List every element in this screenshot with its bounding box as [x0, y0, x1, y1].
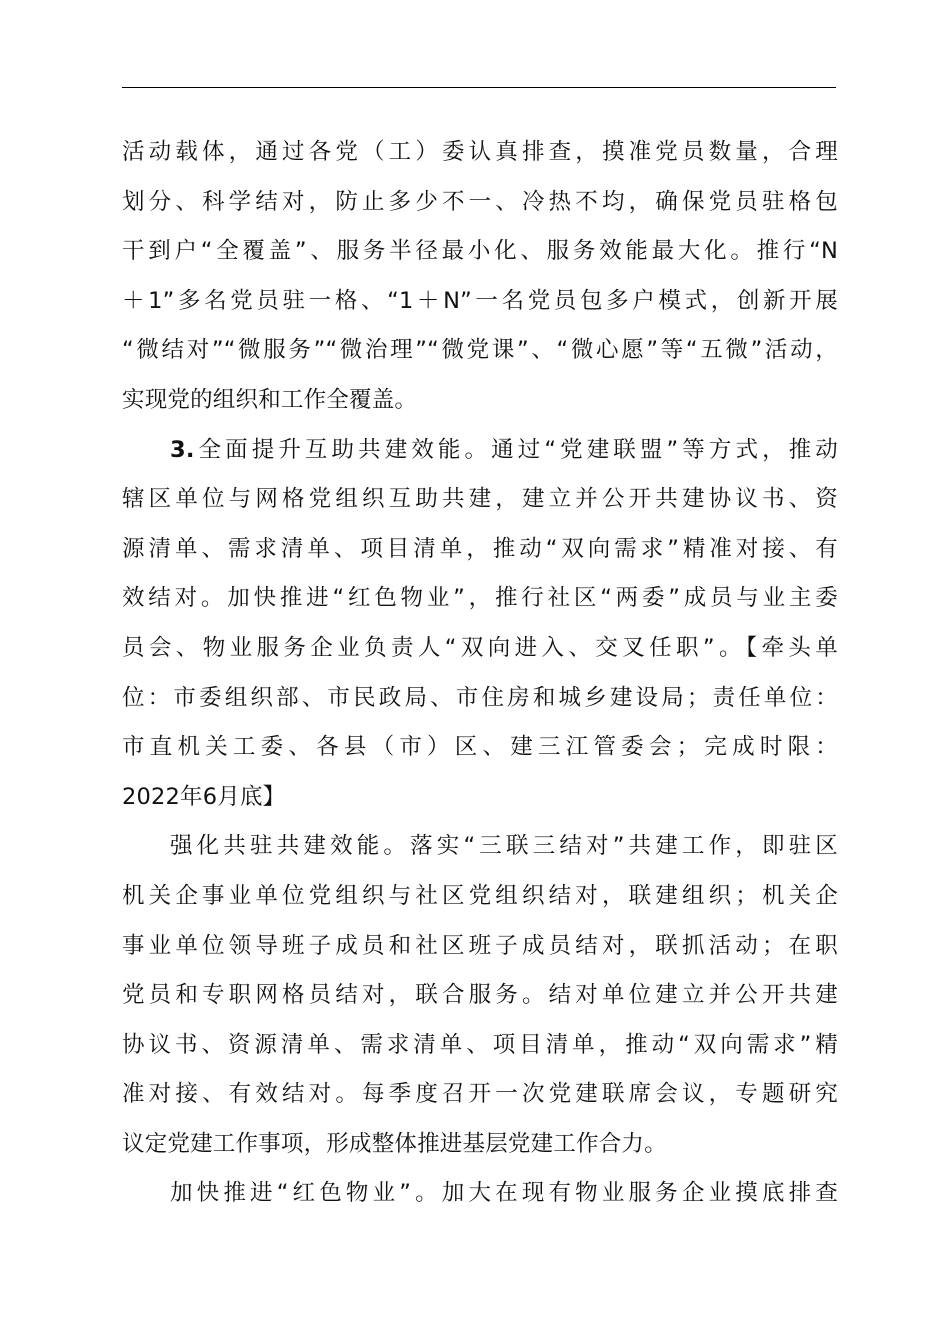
text-line: “微结对”“微服务”“微治理”“微党课”、“微心愿”等“五微”活动， [122, 337, 838, 364]
text-line: 干到户“全覆盖”、服务半径最小化、服务效能最大化。推行“N [122, 238, 838, 265]
text-line: 党员和专职网格员结对，联合服务。结对单位建立并公开共建 [122, 982, 838, 1009]
section-heading-line [122, 426, 838, 476]
text-line: 活动载体，通过各党（工）委认真排查，摸准党员数量，合理 [122, 139, 838, 165]
text-line: 辖区单位与网格党组织互助共建，建立并公开共建协议书、资 [122, 486, 838, 513]
text-line: 市直机关工委、各县（市）区、建三江管委会；完成时限： [122, 734, 838, 761]
text-line: 员会、物业服务企业负责人“双向进入、交叉任职”。【牵头单 [122, 634, 838, 661]
text-line: 准对接、有效结对。每季度召开一次党建联席会议，专题研究 [122, 1081, 838, 1108]
section-number: 3. [170, 436, 195, 463]
text-line: 划分、科学结对，防止多少不一、冷热不均，确保党员驻格包 [122, 188, 838, 215]
text-line: 2022年6月底】 [122, 783, 286, 810]
text-line: 事业单位领导班子成员和社区班子成员结对，联抓活动；在职 [122, 932, 838, 959]
text-line: 位：市委组织部、市民政局、市住房和城乡建设局；责任单位： [122, 684, 838, 711]
paragraph-start-line: 加快推进“红色物业”。加大在现有物业服务企业摸底排查 [170, 1180, 838, 1207]
section-heading-text: 全面提升互助共建效能。通过“党建联盟”等方式，推动 [194, 436, 838, 463]
body-text [122, 128, 838, 1219]
text-line: ＋1”多名党员驻一格、“1＋N”一名党员包多户模式，创新开展 [122, 287, 838, 314]
text-line: 协议书、资源清单、需求清单、项目清单，推动“双向需求”精 [122, 1031, 838, 1058]
paragraph-start-line: 强化共驻共建效能。落实“三联三结对”共建工作，即驻区 [170, 833, 838, 860]
header-rule [122, 87, 836, 88]
text-line: 源清单、需求清单、项目清单，推动“双向需求”精准对接、有 [122, 535, 838, 562]
text-line: 效结对。加快推进“红色物业”，推行社区“两委”成员与业主委 [122, 585, 838, 612]
text-line: 议定党建工作事项，形成整体推进基层党建工作合力。 [122, 1130, 667, 1157]
text-line: 机关企事业单位党组织与社区党组织结对，联建组织；机关企 [122, 882, 838, 909]
text-line: 实现党的组织和工作全覆盖。 [122, 386, 418, 413]
